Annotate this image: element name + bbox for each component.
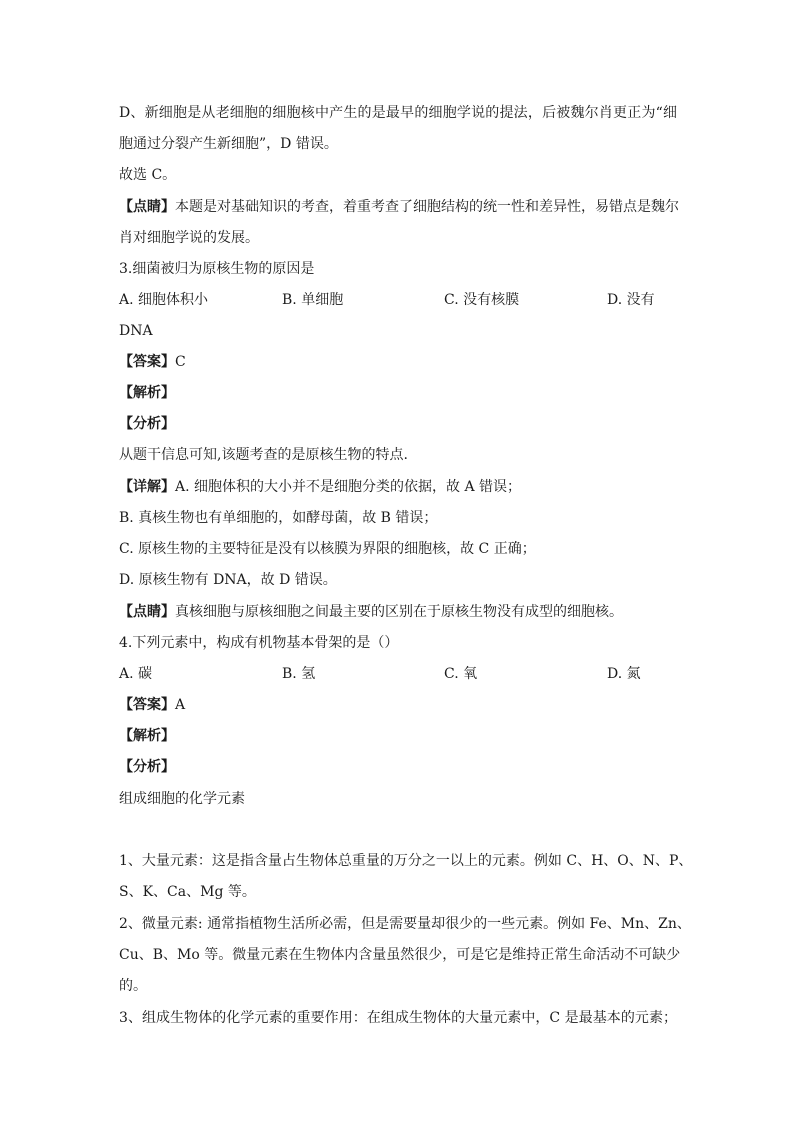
answer-tag: 【答案】 bbox=[119, 697, 175, 713]
question-4-option-b: B. 氢 bbox=[282, 666, 316, 682]
micro-elements-line-2: Cu、B、Mo 等。微量元素在生物体内含量虽然很少，可是它是维持正常生命活动不可缺少 bbox=[119, 947, 681, 963]
question-3-option-d: D. 没有 bbox=[607, 292, 655, 308]
tip-paragraph-1-line-2: 肖对细胞学说的发展。 bbox=[119, 230, 259, 246]
question-3-detail-c: C. 原核生物的主要特征是没有以核膜为界限的细胞核，故 C 正确； bbox=[119, 541, 536, 557]
tip-paragraph-1-line-1 bbox=[119, 198, 677, 216]
macro-elements-line-1: 1、大量元素：这是指含量占生物体总重量的万分之一以上的元素。例如 C、H、O、N、P、 bbox=[119, 853, 693, 869]
detail-tag: 【详解】 bbox=[119, 479, 175, 495]
choose-c-line: 故选 C。 bbox=[119, 167, 177, 183]
question-4-stem: 4.下列元素中，构成有机物基本骨架的是（） bbox=[119, 635, 399, 651]
tip-paragraph-2 bbox=[119, 603, 623, 621]
question-3-stem: 3.细菌被归为原核生物的原因是 bbox=[119, 261, 315, 277]
answer-value: C bbox=[175, 354, 186, 370]
question-3-options bbox=[119, 291, 679, 309]
question-3-answer bbox=[119, 353, 186, 371]
question-3-option-b: B. 单细胞 bbox=[282, 292, 344, 308]
question-4-fenxi-tag: 【分析】 bbox=[119, 759, 175, 775]
question-4-option-c: C. 氧 bbox=[444, 666, 478, 682]
question-3-option-c: C. 没有核膜 bbox=[444, 292, 520, 308]
question-3-analysis-tag: 【解析】 bbox=[119, 385, 175, 401]
question-4-option-d: D. 氮 bbox=[607, 666, 641, 682]
question-3-option-d-wrap: DNA bbox=[119, 323, 153, 339]
micro-elements-line-1: 2、微量元素: 通常指植物生活所必需，但是需要量却很少的一些元素。例如 Fe、Mn、Zn、 bbox=[119, 916, 691, 932]
tip-text: 真核细胞与原核细胞之间最主要的区别在于原核生物没有成型的细胞核。 bbox=[175, 604, 623, 620]
question-4-heading: 组成细胞的化学元素 bbox=[119, 791, 245, 807]
question-3-detail-b: B. 真核生物也有单细胞的，如酵母菌，故 B 错误； bbox=[119, 510, 438, 526]
element-role-line-1: 3、组成生物体的化学元素的重要作用：在组成生物体的大量元素中，C 是最基本的元素； bbox=[119, 1010, 677, 1026]
question-3-detail-d: D. 原核生物有 DNA，故 D 错误。 bbox=[119, 572, 337, 588]
tip-tag: 【点睛】 bbox=[119, 604, 175, 620]
micro-elements-line-3: 的。 bbox=[119, 978, 147, 994]
question-4-answer bbox=[119, 696, 185, 714]
answer-tag: 【答案】 bbox=[119, 354, 175, 370]
question-4-analysis-tag: 【解析】 bbox=[119, 728, 175, 744]
tip-text: 本题是对基础知识的考查，着重考查了细胞结构的统一性和差异性，易错点是魏尔 bbox=[175, 199, 679, 215]
question-3-option-a: A. 细胞体积小 bbox=[119, 292, 209, 308]
question-3-fenxi-text: 从题干信息可知,该题考查的是原核生物的特点. bbox=[119, 447, 408, 463]
detail-text: A. 细胞体积的大小并不是细胞分类的依据，故 A 错误； bbox=[175, 479, 522, 495]
question-3-fenxi-tag: 【分析】 bbox=[119, 416, 175, 432]
macro-elements-line-2: S、K、Ca、Mg 等。 bbox=[119, 884, 256, 900]
answer-value: A bbox=[175, 697, 186, 713]
question-4-options bbox=[119, 665, 679, 683]
d-explanation-line-1: D、新细胞是从老细胞的细胞核中产生的是最早的细胞学说的提法，后被魏尔肖更正为“细 bbox=[119, 105, 677, 121]
d-explanation-line-2: 胞通过分裂产生新细胞”，D 错误。 bbox=[119, 136, 338, 152]
question-4-option-a: A. 碳 bbox=[119, 666, 153, 682]
question-3-detail-a bbox=[119, 478, 521, 496]
tip-tag: 【点睛】 bbox=[119, 199, 175, 215]
